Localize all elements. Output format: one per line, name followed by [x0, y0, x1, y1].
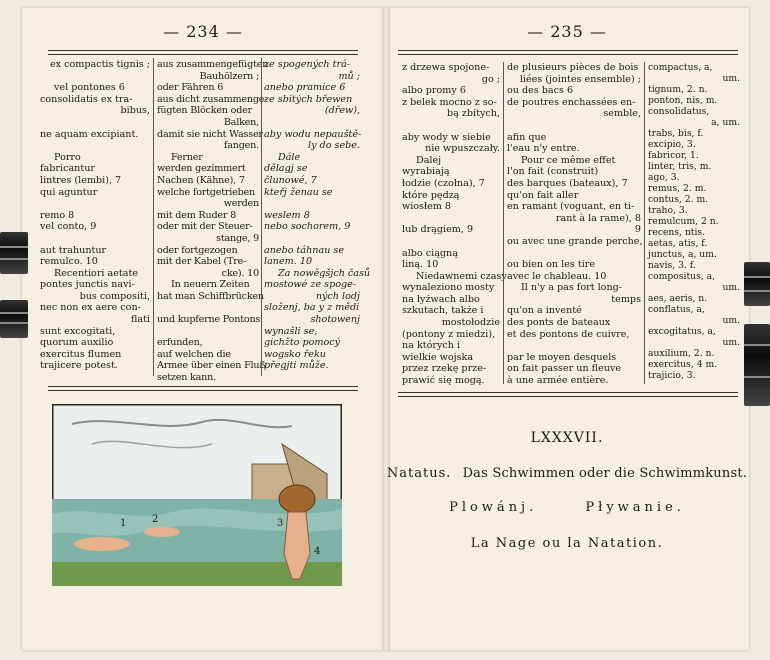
text-line: exercitus flumen	[40, 348, 122, 360]
text-line: bus compositi,	[79, 290, 150, 302]
text-line: temps	[611, 293, 641, 305]
text-line: Nachen (Kähne), 7	[157, 174, 245, 186]
text-line: vel pontones 6	[54, 82, 125, 94]
column-divider	[644, 62, 645, 384]
text-line: werden gezimmert	[157, 163, 246, 175]
text-line: które pędzą	[402, 189, 460, 201]
text-line: na łyżwach albo	[402, 293, 480, 305]
left-german-column	[157, 59, 269, 384]
text-line: łodzie (czołna), 7	[402, 177, 485, 189]
text-line: und kupferne Pontons	[157, 314, 261, 326]
text-line: szkutach, także i	[402, 305, 484, 317]
text-line: des ponts de bateaux	[507, 317, 611, 329]
text-line: compositus, a,	[648, 271, 716, 282]
text-line: stange, 9	[216, 232, 259, 244]
text-line: et des pontons de cuivre,	[507, 328, 630, 340]
swimmer-figure	[144, 527, 180, 537]
text-line: nie wpuszczały.	[425, 143, 500, 155]
binder-clip-left	[0, 232, 28, 274]
text-line: welche fortgetrieben	[157, 186, 256, 198]
text-line: ponton, nis, m.	[648, 95, 718, 106]
text-line: on fait passer un fleuve	[507, 363, 622, 375]
text-line: Armee über einen Fluß	[157, 360, 266, 372]
text-line: na których i	[402, 340, 461, 352]
text-line: pontes junctis navi-	[40, 279, 135, 291]
text-line: qu'on a inventé	[507, 305, 582, 317]
text-line: Pour ce même effet	[521, 154, 616, 166]
text-line: l'on fait (construit)	[507, 166, 599, 178]
text-line: aby wody w siebie	[402, 131, 491, 143]
swimmer-figure	[74, 537, 130, 551]
text-line: oder Fähren 6	[157, 82, 224, 94]
text-line: aus dicht zusammenge-	[157, 93, 268, 105]
swimming-illustration	[52, 404, 342, 586]
text-line: mostowé ze spoge-	[264, 279, 357, 291]
text-line: um.	[722, 337, 740, 348]
text-line: gichžto pomocý	[264, 337, 341, 349]
text-line: albo ciągną	[402, 247, 458, 259]
text-line: prawić się mogą.	[402, 375, 485, 387]
text-line: cke). 10	[221, 267, 259, 279]
text-line: um.	[722, 315, 740, 326]
text-line: bą zbitych,	[446, 108, 500, 120]
text-line: compactus, a,	[648, 62, 713, 73]
text-line: Ferner	[171, 151, 203, 163]
text-line: lub drągiem, 9	[402, 224, 474, 236]
text-line: um.	[722, 282, 740, 293]
right-french-column	[507, 62, 641, 387]
text-line: traho, 3.	[648, 205, 688, 216]
figure-number: 4	[314, 546, 321, 557]
text-line: qui aguntur	[40, 186, 98, 198]
text-line: quorum auxilio	[40, 337, 114, 349]
text-line: ou avec une grande perche,	[507, 235, 643, 247]
text-line: trajicio, 3.	[648, 370, 696, 381]
text-line: l'eau n'y entre.	[507, 143, 580, 155]
left-czech-column	[264, 59, 371, 372]
text-line: wynaleziono mosty	[402, 282, 495, 294]
text-line: liną. 10	[402, 259, 439, 271]
text-line: ago, 3.	[648, 172, 680, 183]
text-line: liées (jointes ensemble) ;	[519, 73, 641, 85]
text-line: ne aquam excipiant.	[40, 128, 139, 140]
left-footer-rule	[48, 386, 358, 391]
figure-number: 2	[152, 514, 159, 525]
binder-clip-left-lower	[0, 300, 28, 338]
text-line: aus zusammengefügten	[157, 59, 269, 70]
text-line: rant à la rame), 8	[555, 212, 641, 224]
text-line: (dřew),	[324, 105, 360, 117]
text-line: složenj, ba y z mědi	[264, 302, 360, 314]
text-line: oder fortgezogen	[157, 244, 238, 256]
text-line: sunt excogitati,	[40, 325, 116, 337]
lesson-number: LXXXVII.	[530, 430, 604, 446]
text-line: oder mit der Steuer-	[157, 221, 253, 233]
text-line: de poutres enchassées en-	[507, 96, 636, 108]
text-line: Porro	[54, 151, 81, 163]
text-line: ex compactis tignis ;	[49, 59, 150, 70]
french-title: La Nage ou la Natation.	[470, 536, 664, 551]
text-line: mit dem Ruder 8	[157, 209, 236, 221]
text-line: mit der Kabel (Tre-	[157, 256, 247, 268]
text-line: wyrabiają	[402, 166, 450, 178]
text-line: aut trahuntur	[40, 244, 107, 256]
text-line: remulco. 10	[40, 256, 98, 268]
binder-clip-right-lower	[744, 324, 770, 406]
text-line: um.	[722, 73, 740, 84]
text-line: fügten Blöcken oder	[157, 105, 252, 117]
text-line: de plusieurs pièces de bois	[507, 62, 639, 73]
text-line: bibus,	[120, 105, 150, 117]
text-line: à une armée entière.	[507, 375, 609, 387]
text-line: tignum, 2. n.	[648, 84, 708, 95]
text-line: dělagj se	[264, 163, 308, 175]
figure-number: 3	[277, 518, 284, 529]
text-line: ných lodj	[315, 290, 360, 302]
text-line: albo promy 6	[402, 85, 466, 97]
latin-title: Natatus.	[386, 466, 452, 481]
text-line: shotowenj	[310, 314, 360, 326]
text-line: Za nowěgšjch časů	[278, 267, 371, 279]
text-line: Dalej	[416, 154, 442, 166]
text-line: damit sie nicht Wasser	[157, 128, 263, 140]
left-header-rule	[48, 50, 358, 55]
text-line: fangen.	[223, 140, 259, 152]
text-line: fabricor, 1.	[648, 150, 699, 161]
text-line: ou bien on les tire	[507, 259, 596, 271]
text-line: anebo táhnau se	[264, 244, 345, 256]
text-line: semble,	[603, 108, 641, 120]
text-line: des barques (bateaux), 7	[507, 177, 628, 189]
text-line: navis, 3. f.	[648, 260, 696, 271]
text-line: nec non ex aere con-	[40, 302, 141, 314]
text-line: z drzewa spojone-	[402, 62, 490, 73]
text-line: consolidatis ex tra-	[40, 93, 133, 105]
text-line: go ;	[481, 73, 500, 85]
text-line: ly do sebe.	[308, 140, 360, 152]
text-line: remulcum, 2 n.	[648, 216, 719, 227]
text-line: fabricantur	[40, 163, 95, 175]
text-line: qu'on fait aller	[507, 189, 579, 201]
text-line: Il n'y a pas fort long-	[521, 282, 623, 294]
text-line: remo 8	[40, 209, 75, 221]
text-line: In neuern Zeiten	[171, 279, 250, 291]
binder-clip-right	[744, 262, 770, 306]
text-line: recens, ntis.	[648, 227, 706, 238]
right-header-rule	[398, 50, 738, 55]
right-footer-rule	[398, 392, 738, 397]
text-line: ze sbitých břewen	[264, 93, 353, 105]
text-line: wogsko řeku	[264, 348, 326, 360]
text-line: přegjti může.	[264, 360, 329, 372]
text-line: ou des bacs 6	[507, 85, 574, 97]
text-line: excipio, 3.	[648, 139, 696, 150]
czech-title: Plowánj.	[449, 500, 538, 515]
text-line: weslem 8	[264, 209, 310, 221]
text-line: mostołodzie	[441, 317, 500, 329]
lesson-title-czech-polish	[386, 500, 748, 515]
text-line: auxilium, 2. n.	[648, 348, 715, 359]
polish-title: Pływanie.	[585, 500, 685, 515]
text-line: remus, 2. m.	[648, 183, 707, 194]
text-line: anebo pramice 6	[264, 82, 346, 94]
text-line: excogitatus, a,	[648, 326, 716, 337]
text-line: aetas, atis, f.	[648, 238, 708, 249]
text-line: contus, 2. m.	[648, 194, 709, 205]
german-title: Das Schwimmen oder die Schwimmkunst.	[462, 466, 748, 481]
text-line: flati	[130, 314, 150, 326]
text-line: ze spogených trá-	[264, 59, 351, 70]
left-page-number: — 234 —	[163, 22, 243, 41]
text-line: lanem. 10	[264, 256, 313, 268]
text-line: člunowé, 7	[264, 174, 317, 186]
right-page-number: — 235 —	[527, 22, 607, 41]
text-line: auf welchen die	[157, 348, 231, 360]
text-line: aby wodu nepauště-	[264, 128, 362, 140]
column-divider	[261, 58, 262, 376]
figure-number: 1	[120, 518, 127, 529]
text-line: aes, aeris, n.	[648, 293, 708, 304]
text-line: (pontony z miedzi),	[402, 328, 496, 340]
left-latin-column	[40, 59, 150, 372]
text-line: Dále	[278, 151, 301, 163]
lesson-title-latin-german	[386, 466, 748, 481]
text-line: werden	[223, 198, 259, 210]
text-line: exercitus, 4 m.	[648, 359, 718, 370]
text-line: erfunden,	[157, 337, 203, 349]
text-line: lintres (lembi), 7	[40, 174, 122, 186]
right-latin-index-column	[648, 62, 740, 381]
bundle-on-head	[279, 485, 315, 513]
text-line: nebo sochorem, 9	[264, 221, 351, 233]
text-line: hat man Schiffbrücken	[157, 290, 264, 302]
text-line: Bauhölzern ;	[199, 70, 259, 82]
column-divider	[153, 58, 154, 376]
text-line: 9	[634, 224, 641, 236]
text-line: par le moyen desquels	[507, 351, 617, 363]
text-line: vel conto, 9	[40, 221, 97, 233]
text-line: consolidatus,	[648, 106, 710, 117]
text-line: z belek mocno z so-	[402, 96, 497, 108]
text-line: wielkie wojska	[402, 351, 474, 363]
text-line: conflatus, a,	[648, 304, 705, 315]
text-line: en ramant (voguant, en ti-	[507, 201, 635, 213]
text-line: avec le chableau. 10	[507, 270, 607, 282]
text-line: wynašli se,	[264, 325, 318, 337]
text-line: junctus, a, um.	[648, 249, 717, 260]
text-line: Niedawnemi czasy	[416, 270, 507, 282]
text-line: afin que	[507, 131, 547, 143]
text-line: setzen kann.	[157, 372, 216, 384]
text-line: Recentiori aetate	[54, 267, 139, 279]
text-line: linter, tris, m.	[648, 161, 712, 172]
text-line: mů ;	[338, 70, 360, 82]
text-line: kteřj ženau se	[264, 186, 333, 198]
text-line: Balken,	[223, 116, 259, 128]
text-line: przez rzekę prze-	[402, 363, 487, 375]
column-divider	[503, 62, 504, 384]
text-line: wiosłem 8	[402, 201, 452, 213]
text-line: trajicere potest.	[40, 360, 118, 372]
book-gutter	[382, 8, 390, 650]
text-line: a, um.	[711, 117, 740, 128]
right-polish-column	[402, 62, 507, 387]
text-line: trabs, bis, f.	[648, 128, 704, 139]
